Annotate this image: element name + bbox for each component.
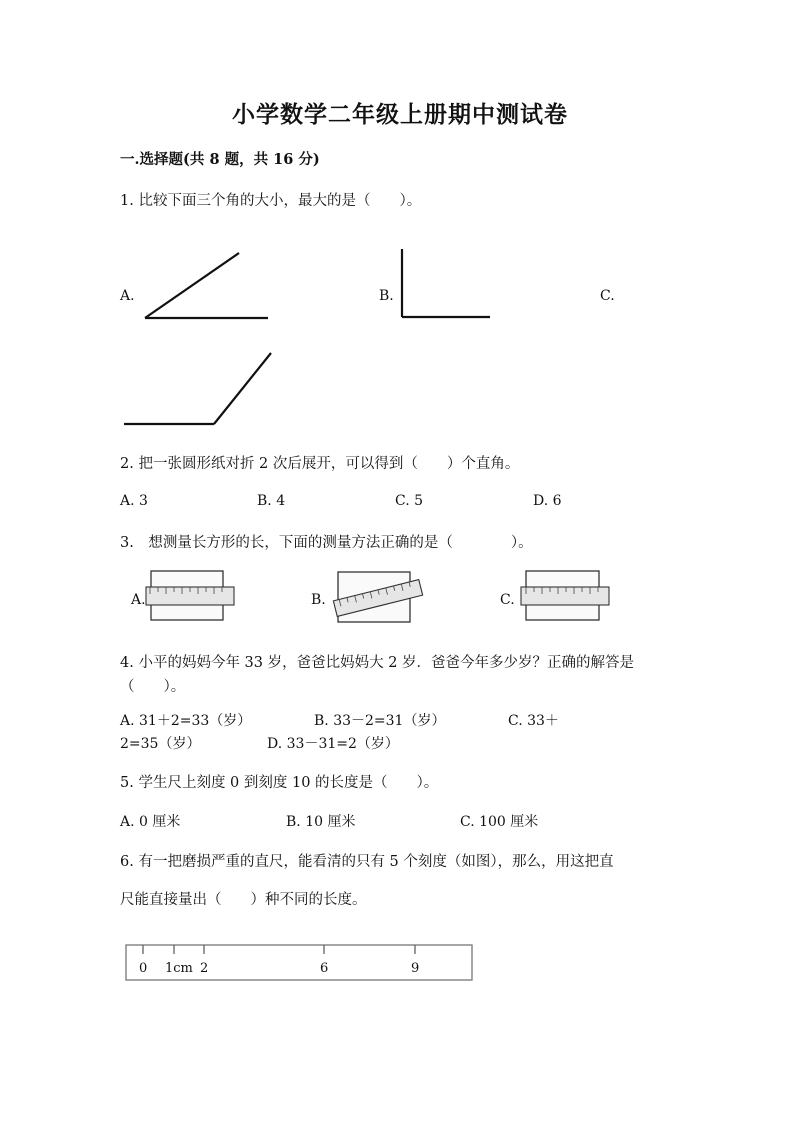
q4-option-b: B. 33－2=31（岁） (314, 713, 446, 729)
page-title: 小学数学二年级上册期中测试卷 (232, 101, 568, 128)
q4-option-c-line1: C. 33＋ (508, 713, 559, 729)
q3-option-c-label: C. (500, 592, 515, 608)
q1-option-c-label: C. (600, 288, 615, 304)
q1-option-b-label: B. (379, 288, 394, 304)
q2-option-c: C. 5 (395, 493, 424, 509)
q5-option-a: A. 0 厘米 (120, 814, 181, 830)
q6-ruler-label-1cm: 1cm (165, 961, 193, 976)
question-3-text: 3. 想测量长方形的长，下面的测量方法正确的是（ ）。 (120, 535, 533, 551)
question-1-text: 1. 比较下面三个角的大小，最大的是（ ）。 (120, 193, 422, 209)
q2-option-b: B. 4 (257, 493, 286, 509)
question-5-text: 5. 学生尺上刻度 0 到刻度 10 的长度是（ ）。 (120, 775, 439, 791)
q6-ruler-label-0: 0 (139, 961, 148, 976)
question-4-text-line2: （ ）。 (120, 679, 186, 695)
q4-option-d: D. 33－31=2（岁） (267, 736, 399, 752)
q4-option-c-line2: 2=35（岁） (120, 736, 201, 752)
question-6-text-line1: 6. 有一把磨损严重的直尺，能看清的只有 5 个刻度（如图），那么，用这把直 (120, 854, 614, 870)
q6-ruler-label-9: 9 (411, 961, 420, 976)
section-heading: 一.选择题(共 8 题，共 16 分) (120, 151, 320, 168)
q6-ruler-label-6: 6 (320, 961, 329, 976)
q4-option-a: A. 31＋2=33（岁） (120, 713, 252, 729)
q3-option-a-label: A. (131, 592, 146, 608)
question-4-text-line1: 4. 小平的妈妈今年 33 岁，爸爸比妈妈大 2 岁．爸爸今年多少岁？正确的解答是 (120, 655, 635, 671)
q6-ruler-label-2: 2 (200, 961, 209, 976)
question-6-text-line2: 尺能直接量出（ ）种不同的长度。 (120, 892, 367, 908)
q2-option-d: D. 6 (533, 493, 562, 509)
q2-option-a: A. 3 (120, 493, 148, 509)
q1-option-a-label: A. (120, 288, 135, 304)
q5-option-c: C. 100 厘米 (460, 814, 539, 830)
q3-option-b-label: B. (311, 592, 326, 608)
q5-option-b: B. 10 厘米 (286, 814, 356, 830)
question-2-text: 2. 把一张圆形纸对折 2 次后展开，可以得到（ ）个直角。 (120, 456, 520, 472)
